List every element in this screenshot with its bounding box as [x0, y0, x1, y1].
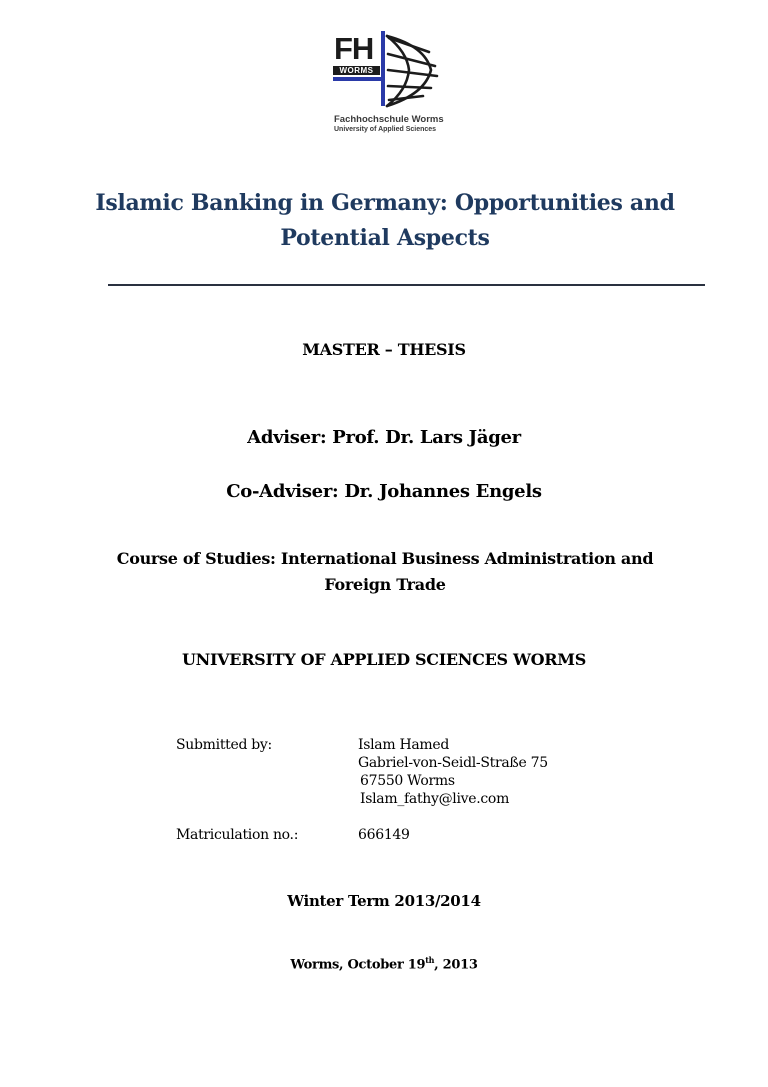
author-name: Islam Hamed	[358, 737, 450, 753]
title-divider	[108, 284, 705, 286]
logo-name-line2: University of Applied Sciences	[334, 126, 437, 133]
logo-fh-text: FH	[334, 31, 374, 66]
logo-horizontal-bar	[333, 77, 385, 81]
date-rest: , 2013	[434, 957, 478, 973]
term: Winter Term 2013/2014	[287, 892, 481, 910]
matriculation-label: Matriculation no.:	[176, 827, 299, 843]
date-prefix: Worms, October 19	[290, 957, 426, 973]
university-logo	[330, 30, 460, 138]
author-street: Gabriel-von-Seidl-Straße 75	[358, 755, 548, 771]
globe-icon	[385, 32, 445, 110]
submission-date	[0, 955, 768, 972]
thesis-type: MASTER – THESIS	[302, 340, 466, 359]
logo-name-line1: Fachhochschule Worms	[334, 114, 444, 125]
university-name: UNIVERSITY OF APPLIED SCIENCES WORMS	[182, 650, 586, 669]
course-of-studies: Course of Studies: International Business Administration and Foreign Trade	[116, 549, 654, 594]
submitted-by-label: Submitted by:	[176, 737, 272, 753]
author-email: Islam_fathy@live.com	[360, 791, 510, 807]
logo-worms-text: WORMS	[339, 66, 374, 75]
matriculation-number: 666149	[358, 827, 410, 843]
co-adviser: Co-Adviser: Dr. Johannes Engels	[226, 481, 542, 502]
date-ordinal-suffix: th	[425, 955, 435, 965]
adviser: Adviser: Prof. Dr. Lars Jäger	[247, 427, 521, 448]
thesis-title: Islamic Banking in Germany: Opportunities and Potential Aspects	[95, 190, 675, 251]
author-city: 67550 Worms	[360, 773, 455, 789]
